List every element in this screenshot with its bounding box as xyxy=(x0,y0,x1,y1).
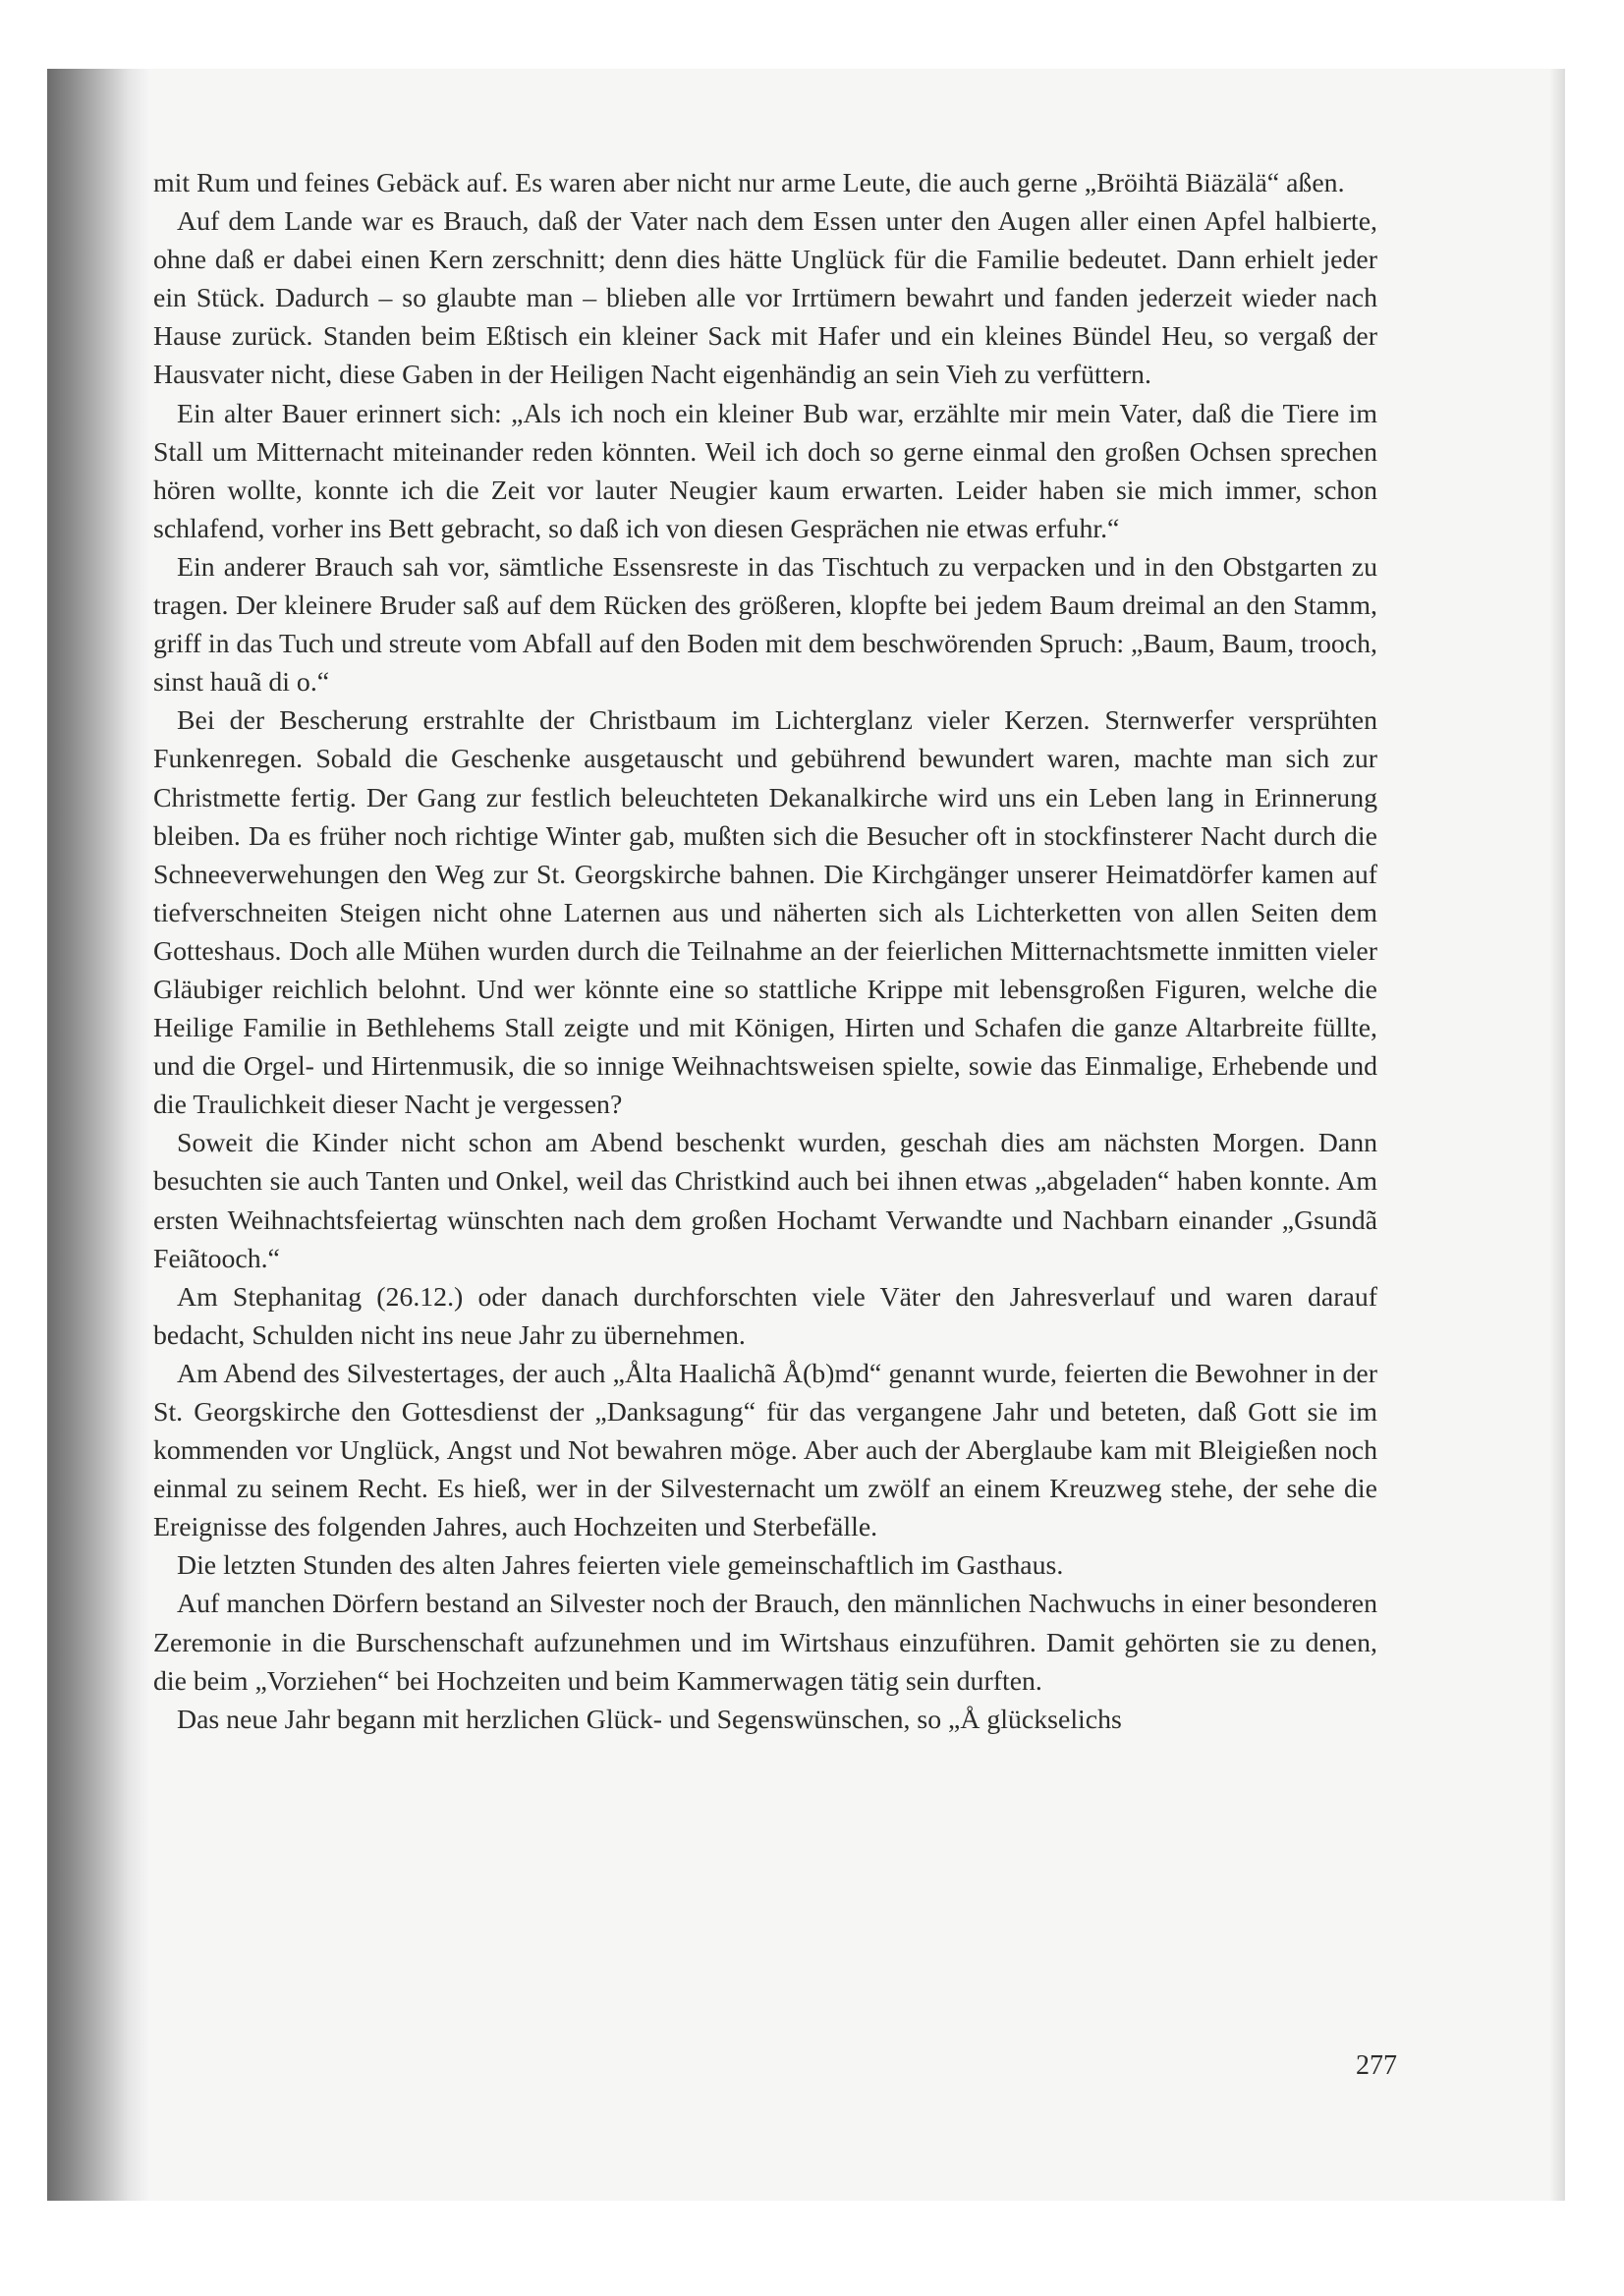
paragraph: Ein alter Bauer erinnert sich: „Als ich noch ein kleiner Bub war, erzählte mir mein Vater, daß die Tiere im Stall um Mitternacht miteinander reden könnten. Weil ich doch so gerne einmal den großen Ochsen sprechen hören wollte, konnte ich die Zeit vor lauter Neugier kaum erwarten. Leider haben sie mich immer, schon schlafend, vorher ins Bett gebracht, so daß ich von diesen Gesprächen nie etwas erfuhr.“ xyxy=(153,398,1377,544)
paragraph: Am Abend des Silvestertages, der auch „Ålta Haalichã Å(b)md“ genannt wurde, feierten die Bewohner in der St. Georgskirche den Gottesdienst der „Danksagung“ für das vergangene Jahr und beteten, daß Gott sie im kommenden vor Unglück, Angst und Not bewahren möge. Aber auch der Aberglaube kam mit Bleigießen noch einmal zu seinem Recht. Es hieß, wer in der Silvesternacht um zwölf an einem Kreuzweg stehe, der sehe die Ereignisse des folgenden Jahres, auch Hochzeiten und Sterbefälle. xyxy=(153,1358,1377,1543)
paragraph: Auf dem Lande war es Brauch, daß der Vater nach dem Essen unter den Augen aller einen Apfel halbierte, ohne daß er dabei einen Kern zerschnitt; denn dies hätte Unglück für die Familie bedeutet. Dann erhielt jeder ein Stück. Dadurch – so glaubte man – blieben alle vor Irrtümern bewahrt und fanden jederzeit wieder nach Hause zurück. Standen beim Eßtisch ein kleiner Sack mit Hafer und ein kleines Bündel Heu, so vergaß der Hausvater nicht, diese Gaben in der Heiligen Nacht eigenhändig an sein Vieh zu verfüttern. xyxy=(153,206,1377,391)
paragraph: Bei der Bescherung erstrahlte der Christbaum im Lichterglanz vieler Kerzen. Sternwerfer versprühten Funkenregen. Sobald die Geschenke ausgetauscht und gebührend bewundert waren, machte man sich zur Christmette fertig. Der Gang zur festlich beleuchteten Dekanalkirche wird uns ein Leben lang in Erinnerung bleiben. Da es früher noch richtige Winter gab, mußten sich die Besucher oft in stockfinsterer Nacht durch die Schneeverwehungen den Weg zur St. Georgskirche bahnen. Die Kirchgänger unserer Heimatdörfer kamen auf tiefverschneiten Steigen nicht ohne Laternen aus und näherten sich als Lichterketten von allen Seiten dem Gotteshaus. Doch alle Mühen wurden durch die Teilnahme an der feierlichen Mitternachtsmette inmitten vieler Gläubiger reichlich belohnt. Und wer könnte eine so stattliche Krippe mit lebensgroßen Figuren, welche die Heilige Familie in Bethlehems Stall zeigte und mit Königen, Hirten und Schafen die ganze Altarbreite füllte, und die Orgel- und Hirtenmusik, die so innige Weihnachtsweisen spielte, sowie das Einmalige, Erhebende und die Traulichkeit dieser Nacht je vergessen? xyxy=(153,705,1377,1121)
paragraph: Soweit die Kinder nicht schon am Abend beschenkt wurden, geschah dies am nächsten Morgen. Dann besuchten sie auch Tanten und Onkel, weil das Christkind auch bei ihnen etwas „abgeladen“ haben konnte. Am ersten Weihnachtsfeiertag wünschten nach dem großen Hochamt Verwandte und Nachbarn einander „Gsundã Feiãtooch.“ xyxy=(153,1128,1377,1274)
paragraph: Die letzten Stunden des alten Jahres feierten viele gemeinschaftlich im Gasthaus. xyxy=(177,1550,1064,1582)
paragraph: mit Rum und feines Gebäck auf. Es waren aber nicht nur arme Leute, die auch gerne „Bröihtä Biäzälä“ aßen. xyxy=(153,168,1345,198)
page-right-edge xyxy=(1550,69,1565,2201)
paragraph: Ein anderer Brauch sah vor, sämtliche Essensreste in das Tischtuch zu verpacken und in den Obstgarten zu tragen. Der kleinere Bruder saß auf dem Rücken des größeren, klopfte bei jedem Baum dreimal an den Stamm, griff in das Tuch und streute vom Abfall auf den Boden mit dem beschwörenden Spruch: „Baum, Baum, trooch, sinst hauã di o.“ xyxy=(153,551,1377,699)
paragraph: Am Stephanitag (26.12.) oder danach durchforschten viele Väter den Jahresverlauf und waren darauf bedacht, Schulden nicht ins neue Jahr zu übernehmen. xyxy=(153,1281,1377,1351)
paragraph: Auf manchen Dörfern bestand an Silvester noch der Brauch, den männlichen Nachwuchs in einer besonderen Zeremonie in die Burschenschaft aufzunehmen und im Wirtshaus einzuführen. Damit gehörten sie zu denen, die beim „Vorziehen“ bei Hochzeiten und beim Kammerwagen tätig sein durften. xyxy=(153,1589,1377,1697)
body-text xyxy=(153,164,1377,1739)
page-number: 277 xyxy=(1356,2050,1397,2081)
paragraph: Das neue Jahr begann mit herzlichen Glück- und Segenswünschen, so „Å glückselichs xyxy=(177,1704,1122,1735)
book-gutter-shadow xyxy=(47,69,150,2201)
